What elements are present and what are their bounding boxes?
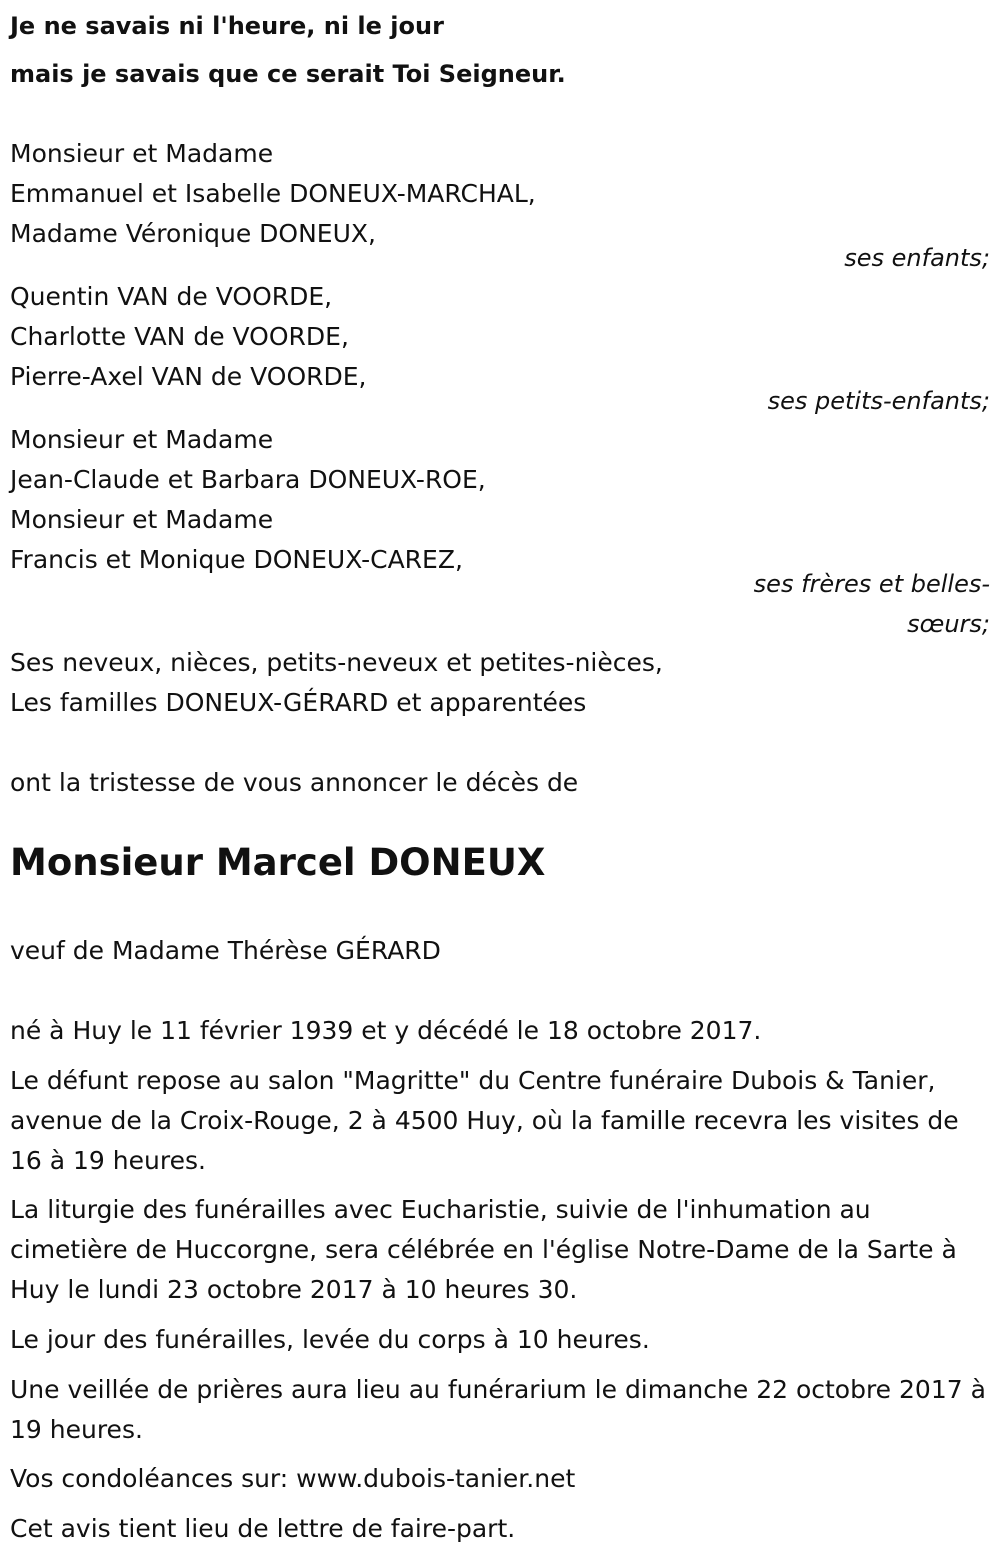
deceased-name: Monsieur Marcel DONEUX	[10, 841, 546, 884]
sibling-line: Monsieur et Madame	[10, 425, 274, 454]
epigraph	[10, 2, 990, 98]
children-line: Monsieur et Madame	[10, 139, 274, 168]
birth-death: né à Huy le 11 février 1939 et y décédé le 18 octobre 2017.	[10, 1016, 762, 1045]
children-role: ses enfants;	[844, 244, 990, 272]
widower-of: veuf de Madame Thérèse GÉRARD	[10, 936, 441, 965]
sibling-line: Monsieur et Madame	[10, 505, 274, 534]
siblings-role-line-1: ses frères et belles-	[753, 570, 990, 598]
extended-family-block	[10, 643, 990, 723]
vigil-info: Une veillée de prières aura lieu au funérarium le dimanche 22 octobre 2017 à 19 heures.	[10, 1375, 986, 1444]
grandchild-line: Charlotte VAN de VOORDE,	[10, 322, 349, 351]
grandchildren-role: ses petits-enfants;	[767, 387, 990, 415]
sibling-line: Francis et Monique DONEUX-CAREZ,	[10, 545, 463, 574]
grandchildren-block	[10, 277, 990, 397]
children-block	[10, 134, 990, 254]
children-line: Madame Véronique DONEUX,	[10, 219, 376, 248]
liturgy-info: La liturgie des funérailles avec Eucharistie, suivie de l'inhumation au cimetière de Huccorgne, sera célébrée en l'église Notre-Dame de la Sarte à Huy le lundi 23 octobre 2017 à 10 heures 30.	[10, 1195, 957, 1304]
notice-info: Cet avis tient lieu de lettre de faire-part.	[10, 1514, 516, 1543]
extended-family-line: Les familles DONEUX-GÉRARD et apparentées	[10, 688, 587, 717]
levee-info: Le jour des funérailles, levée du corps à 10 heures.	[10, 1325, 650, 1354]
viewing-info: Le défunt repose au salon "Magritte" du Centre funéraire Dubois & Tanier, avenue de la Croix-Rouge, 2 à 4500 Huy, où la famille recevra les visites de 16 à 19 heures.	[10, 1066, 959, 1175]
extended-family-line: Ses neveux, nièces, petits-neveux et petites-nièces,	[10, 648, 663, 677]
announcement: ont la tristesse de vous annoncer le décès de	[10, 768, 579, 797]
siblings-block	[10, 420, 990, 580]
siblings-role	[10, 564, 990, 644]
children-line: Emmanuel et Isabelle DONEUX-MARCHAL,	[10, 179, 536, 208]
epigraph-line-1: Je ne savais ni l'heure, ni le jour	[10, 12, 444, 40]
condolences-info: Vos condoléances sur: www.dubois-tanier.net	[10, 1464, 576, 1493]
epigraph-line-2: mais je savais que ce serait Toi Seigneur.	[10, 60, 566, 88]
grandchild-line: Quentin VAN de VOORDE,	[10, 282, 333, 311]
grandchild-line: Pierre-Axel VAN de VOORDE,	[10, 362, 367, 391]
siblings-role-line-2: sœurs;	[907, 610, 990, 638]
sibling-line: Jean-Claude et Barbara DONEUX-ROE,	[10, 465, 486, 494]
